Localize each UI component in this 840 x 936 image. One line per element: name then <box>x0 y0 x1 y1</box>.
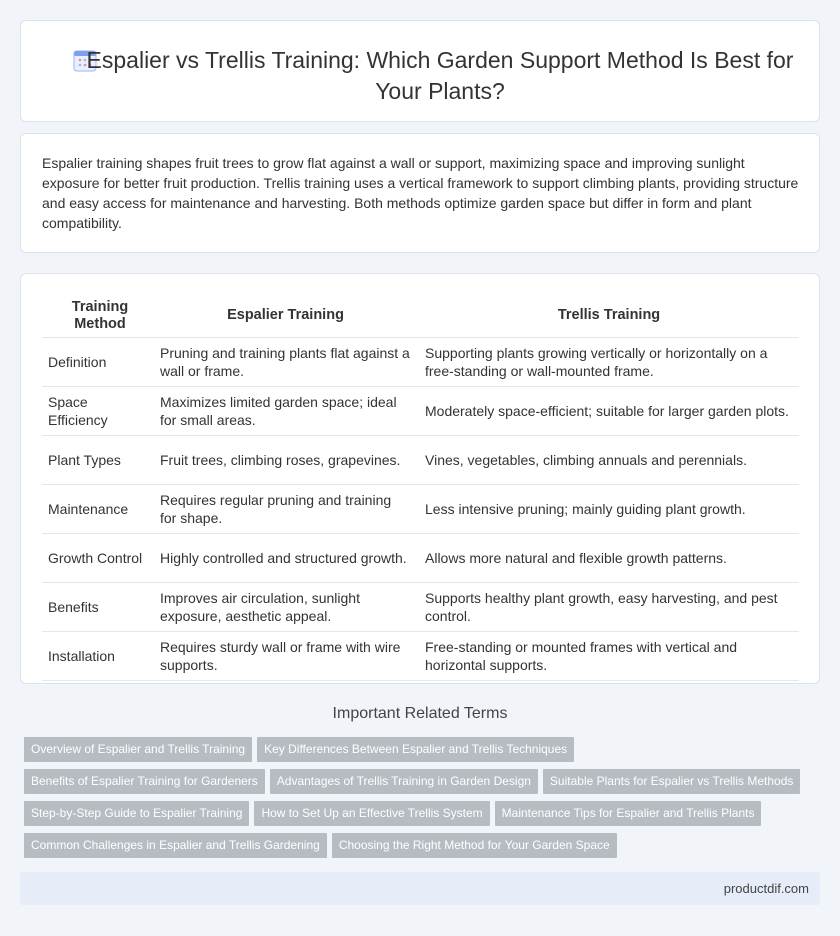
header-trellis: Trellis Training <box>419 294 799 338</box>
related-term-tag[interactable]: Suitable Plants for Espalier vs Trellis Methods <box>543 769 800 794</box>
related-term-tag[interactable]: Choosing the Right Method for Your Garden Space <box>332 833 617 858</box>
table-header-row <box>42 294 799 338</box>
comparison-card <box>20 273 820 684</box>
table-row <box>42 436 799 485</box>
table-row <box>42 387 799 436</box>
comparison-table <box>42 294 799 681</box>
espalier-value: Requires sturdy wall or frame with wire supports. <box>154 632 417 681</box>
intro-card <box>20 133 820 253</box>
related-term-tag[interactable]: Benefits of Espalier Training for Gardeners <box>24 769 265 794</box>
related-terms-row <box>24 769 824 801</box>
row-attribute: Benefits <box>42 583 152 632</box>
table-row <box>42 534 799 583</box>
table-row <box>42 632 799 681</box>
title-card <box>20 20 820 122</box>
related-term-tag[interactable]: Overview of Espalier and Trellis Training <box>24 737 252 762</box>
row-attribute: Maintenance <box>42 485 152 534</box>
table-row <box>42 583 799 632</box>
espalier-value: Requires regular pruning and training for shape. <box>154 485 417 534</box>
related-terms-row <box>24 737 824 769</box>
row-attribute: Definition <box>42 338 152 387</box>
espalier-value: Highly controlled and structured growth. <box>154 534 417 583</box>
page-title: Espalier vs Trellis Training: Which Garden Support Method Is Best for Your Plants? <box>86 47 794 104</box>
related-terms-row <box>24 833 824 865</box>
table-row <box>42 485 799 534</box>
related-term-tag[interactable]: How to Set Up an Effective Trellis System <box>254 801 489 826</box>
row-attribute: Growth Control <box>42 534 152 583</box>
espalier-value: Pruning and training plants flat against a wall or frame. <box>154 338 417 387</box>
related-term-tag[interactable]: Maintenance Tips for Espalier and Trellis Plants <box>495 801 762 826</box>
table-row <box>42 338 799 387</box>
row-attribute: Installation <box>42 632 152 681</box>
header-training-method: Training Method <box>42 294 152 338</box>
related-term-tag[interactable]: Step-by-Step Guide to Espalier Training <box>24 801 249 826</box>
trellis-value: Free-standing or mounted frames with vertical and horizontal supports. <box>419 632 799 681</box>
trellis-value: Vines, vegetables, climbing annuals and perennials. <box>419 436 799 485</box>
trellis-value: Supports healthy plant growth, easy harvesting, and pest control. <box>419 583 799 632</box>
related-terms-list <box>24 737 824 865</box>
related-term-tag[interactable]: Key Differences Between Espalier and Trellis Techniques <box>257 737 574 762</box>
espalier-value: Improves air circulation, sunlight exposure, aesthetic appeal. <box>154 583 417 632</box>
trellis-value: Less intensive pruning; mainly guiding plant growth. <box>419 485 799 534</box>
intro-paragraph: Espalier training shapes fruit trees to grow flat against a wall or support, maximizing space and improving sunlight exposure for better fruit production. Trellis training uses a vertical framework to support climbing plants, providing structure and easy access for maintenance and harvesting. Both methods optimize garden space but differ in form and plant compatibility. <box>42 155 799 231</box>
related-terms-heading: Important Related Terms <box>332 705 508 722</box>
footer-site[interactable]: productdif.com <box>723 881 809 896</box>
row-attribute: Space Efficiency <box>42 387 152 436</box>
espalier-value: Fruit trees, climbing roses, grapevines. <box>154 436 417 485</box>
header-espalier: Espalier Training <box>154 294 417 338</box>
row-attribute: Plant Types <box>42 436 152 485</box>
related-term-tag[interactable]: Advantages of Trellis Training in Garden Design <box>270 769 538 794</box>
trellis-value: Moderately space-efficient; suitable for larger garden plots. <box>419 387 799 436</box>
trellis-value: Supporting plants growing vertically or horizontally on a free-standing or wall-mounted frame. <box>419 338 799 387</box>
espalier-value: Maximizes limited garden space; ideal for small areas. <box>154 387 417 436</box>
footer <box>20 872 820 905</box>
trellis-value: Allows more natural and flexible growth patterns. <box>419 534 799 583</box>
related-terms-row <box>24 801 824 833</box>
related-term-tag[interactable]: Common Challenges in Espalier and Trellis Gardening <box>24 833 327 858</box>
